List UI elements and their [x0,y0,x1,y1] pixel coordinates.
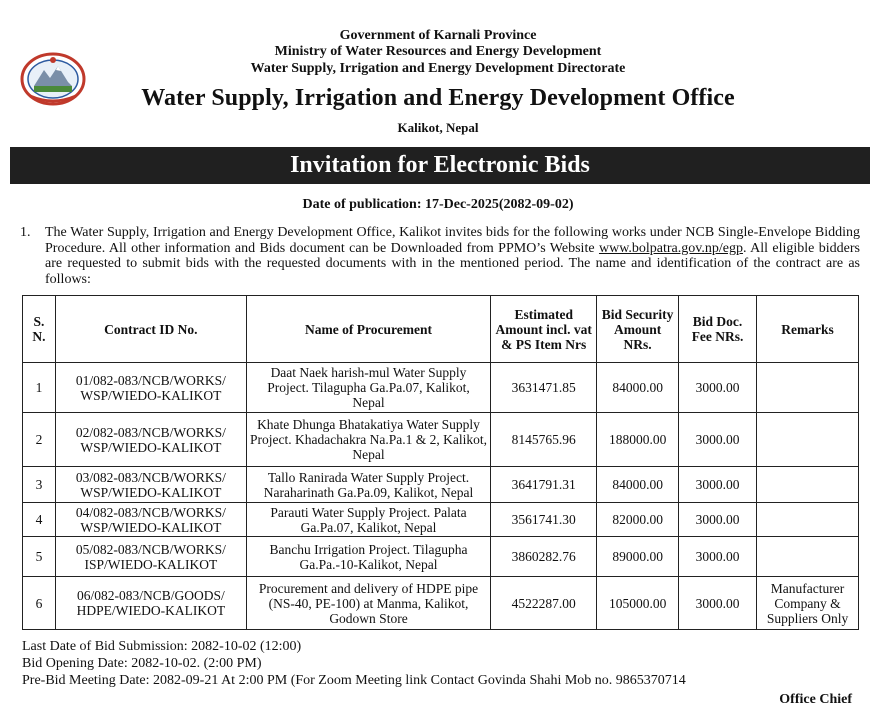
cell-security: 82000.00 [597,503,679,537]
cell-sn: 4 [23,503,56,537]
cell-amount: 3561741.30 [491,503,597,537]
cell-security: 188000.00 [597,413,679,467]
cell-sn: 5 [23,537,56,577]
cell-remarks [757,537,859,577]
cell-contract-id: 06/082-083/NCB/GOODS/ HDPE/WIEDO-KALIKOT [55,577,246,630]
cell-procurement: Daat Naek harish-mul Water Supply Project. Tilagupha Ga.Pa.07, Kalikot, Nepal [246,363,491,413]
cell-remarks: Manufacturer Company & Suppliers Only [757,577,859,630]
page-title-banner: Invitation for Electronic Bids [10,147,870,184]
cell-contract-id: 05/082-083/NCB/WORKS/ ISP/WIEDO-KALIKOT [55,537,246,577]
website-link[interactable]: www.bolpatra.gov.np/egp [598,240,743,256]
cell-remarks [757,413,859,467]
cell-procurement: Procurement and delivery of HDPE pipe (NS-40, PE-100) at Manma, Kalikot, Godown Store [246,577,491,630]
cell-procurement: Khate Dhunga Bhatakatiya Water Supply Project. Khadachakra Na.Pa.1 & 2, Kalikot, Nepal [246,413,491,467]
table-row [23,363,859,413]
pre-bid-meeting: Pre-Bid Meeting Date: 2082-09-21 At 2:00 PM (For Zoom Meeting link Contact Govinda Shahi Mob no. 9865370714 [22,673,686,688]
last-bid-date: Last Date of Bid Submission: 2082-10-02 (12:00) [22,639,302,654]
notice-text-a: The Water Supply, Irrigation and Energy Development Office, Kalikot invites bids for the following works under NCB Single-Envelope Bidding Procedure. All other information and Bids document can be Downloaded from PPMO’s Website [45,225,860,256]
notice-paragraph [20,225,860,287]
header-remarks: Remarks [757,296,859,363]
cell-sn: 3 [23,467,56,503]
publication-date: Date of publication: 17-Dec-2025(2082-09-02) [302,197,574,212]
cell-security: 105000.00 [597,577,679,630]
cell-security: 84000.00 [597,467,679,503]
cell-amount: 3631471.85 [491,363,597,413]
bids-table [22,295,859,630]
notice-text-b: . All eligible bidders are requested to submit bids with the requested documents with in the mentioned period. The name and identification of the contract are as follows: [45,240,861,287]
cell-remarks [757,503,859,537]
header-fee: Bid Doc. Fee NRs. [679,296,757,363]
office-location: Kalikot, Nepal [397,120,479,135]
cell-amount: 4522287.00 [491,577,597,630]
cell-fee: 3000.00 [679,467,757,503]
cell-procurement: Parauti Water Supply Project. Palata Ga.Pa.07, Kalikot, Nepal [246,503,491,537]
notice-number: 1. [20,225,31,240]
cell-contract-id: 03/082-083/NCB/WORKS/ WSP/WIEDO-KALIKOT [55,467,246,503]
cell-procurement: Banchu Irrigation Project. Tilagupha Ga.Pa.-10-Kalikot, Nepal [246,537,491,577]
cell-sn: 1 [23,363,56,413]
table-row [23,413,859,467]
bid-opening-date: Bid Opening Date: 2082-10-02. (2:00 PM) [22,656,262,671]
header-sn: S. N. [23,296,56,363]
cell-amount: 8145765.96 [491,413,597,467]
cell-security: 89000.00 [597,537,679,577]
cell-sn: 2 [23,413,56,467]
cell-fee: 3000.00 [679,503,757,537]
cell-amount: 3641791.31 [491,467,597,503]
cell-amount: 3860282.76 [491,537,597,577]
cell-fee: 3000.00 [679,413,757,467]
government-line: Government of Karnali Province [339,28,537,43]
cell-fee: 3000.00 [679,577,757,630]
table-row [23,577,859,630]
cell-procurement: Tallo Ranirada Water Supply Project. Naraharinath Ga.Pa.09, Kalikot, Nepal [246,467,491,503]
table-row [23,467,859,503]
header-contract-id: Contract ID No. [55,296,246,363]
cell-contract-id: 01/082-083/NCB/WORKS/ WSP/WIEDO-KALIKOT [55,363,246,413]
cell-contract-id: 04/082-083/NCB/WORKS/ WSP/WIEDO-KALIKOT [55,503,246,537]
cell-remarks [757,363,859,413]
cell-remarks [757,467,859,503]
ministry-line: Ministry of Water Resources and Energy Development [274,44,602,59]
cell-security: 84000.00 [597,363,679,413]
office-title: Water Supply, Irrigation and Energy Development Office [141,85,735,111]
cell-fee: 3000.00 [679,363,757,413]
cell-sn: 6 [23,577,56,630]
header-security: Bid Security Amount NRs. [597,296,679,363]
table-row [23,537,859,577]
cell-fee: 3000.00 [679,537,757,577]
header-amount: Estimated Amount incl. vat & PS Item Nrs [491,296,597,363]
header-procurement: Name of Procurement [246,296,491,363]
cell-contract-id: 02/082-083/NCB/WORKS/ WSP/WIEDO-KALIKOT [55,413,246,467]
table-header-row [23,296,859,363]
table-row [23,503,859,537]
directorate-line: Water Supply, Irrigation and Energy Development Directorate [250,61,626,76]
signature-office-chief: Office Chief [779,692,852,707]
